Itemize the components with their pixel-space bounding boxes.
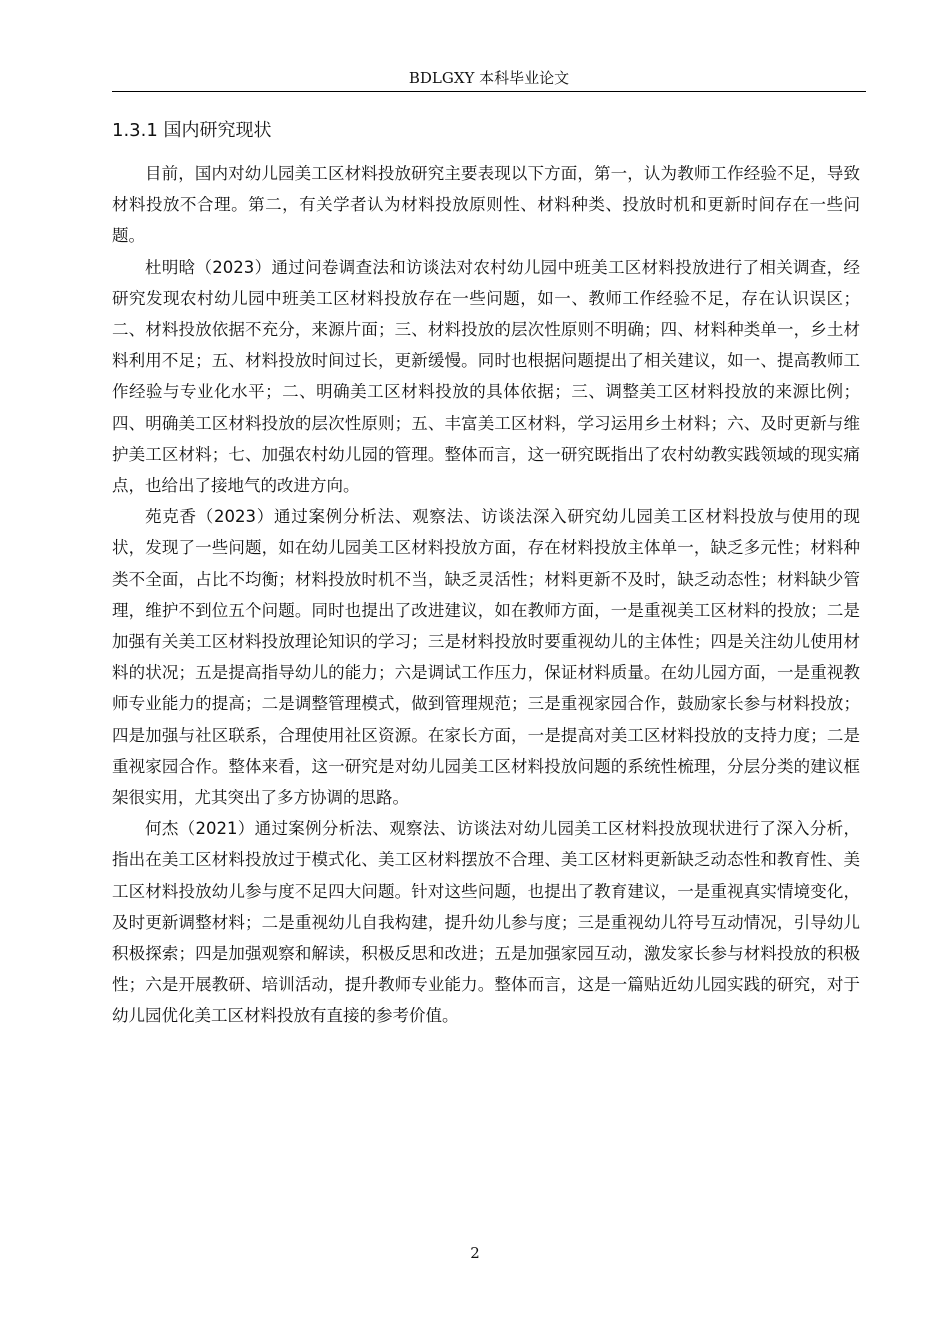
paragraph: 目前，国内对幼儿园美工区材料投放研究主要表现以下方面，第一，认为教师工作经验不足，导致材料投放不合理。第二，有关学者认为材料投放原则性、材料种类、投放时机和更新时间存在一些问题。: [112, 164, 860, 246]
section-heading: 1.3.1 国内研究现状: [112, 120, 272, 141]
paragraph: 杜明晗（2023）通过问卷调查法和访谈法对农村幼儿园中班美工区材料投放进行了相关调查，经研究发现农村幼儿园中班美工区材料投放存在一些问题，如一、教师工作经验不足，存在认识误区；二、材料投放依据不充分，来源片面；三、材料投放的层次性原则不明确；四、材料种类单一，乡土材料利用不足；五、材料投放时间过长，更新缓慢。同时也根据问题提出了相关建议，如一、提高教师工作经验与专业化水平；二、明确美工区材料投放的具体依据；三、调整美工区材料投放的来源比例；四、明确美工区材料投放的层次性原则；五、丰富美工区材料，学习运用乡土材料；六、及时更新与维护美工区材料；七、加强农村幼儿园的管理。整体而言，这一研究既指出了农村幼教实践领域的现实痛点，也给出了接地气的改进方向。: [112, 257, 860, 496]
header-divider: [112, 91, 866, 92]
page-number: 2: [470, 1244, 480, 1262]
body-text: [112, 158, 860, 1032]
paragraph: 苑克香（2023）通过案例分析法、观察法、访谈法深入研究幼儿园美工区材料投放与使用的现状，发现了一些问题，如在幼儿园美工区材料投放方面，存在材料投放主体单一，缺乏多元性；材料种类不全面，占比不均衡；材料投放时机不当，缺乏灵活性；材料更新不及时，缺乏动态性；材料缺少管理，维护不到位五个问题。同时也提出了改进建议，如在教师方面，一是重视美工区材料的投放；二是加强有关美工区材料投放理论知识的学习；三是材料投放时要重视幼儿的主体性；四是关注幼儿使用材料的状况；五是提高指导幼儿的能力；六是调试工作压力，保证材料质量。在幼儿园方面，一是重视教师专业能力的提高；二是调整管理模式，做到管理规范；三是重视家园合作，鼓励家长参与材料投放；四是加强与社区联系，合理使用社区资源。在家长方面，一是提高对美工区材料投放的支持力度；二是重视家园合作。整体来看，这一研究是对幼儿园美工区材料投放问题的系统性梳理，分层分类的建议框架很实用，尤其突出了多方协调的思路。: [112, 507, 860, 808]
running-header: BDLGXY 本科毕业论文: [408, 69, 570, 87]
paragraph: 何杰（2021）通过案例分析法、观察法、访谈法对幼儿园美工区材料投放现状进行了深入分析，指出在美工区材料投放过于模式化、美工区材料摆放不合理、美工区材料更新缺乏动态性和教育性、美工区材料投放幼儿参与度不足四大问题。针对这些问题，也提出了教育建议，一是重视真实情境变化，及时更新调整材料；二是重视幼儿自我构建，提升幼儿参与度；三是重视幼儿符号互动情况，引导幼儿积极探索；四是加强观察和解读，积极反思和改进；五是加强家园互动，激发家长参与材料投放的积极性；六是开展教研、培训活动，提升教师专业能力。整体而言，这是一篇贴近幼儿园实践的研究，对于幼儿园优化美工区材料投放有直接的参考价值。: [112, 819, 860, 1026]
